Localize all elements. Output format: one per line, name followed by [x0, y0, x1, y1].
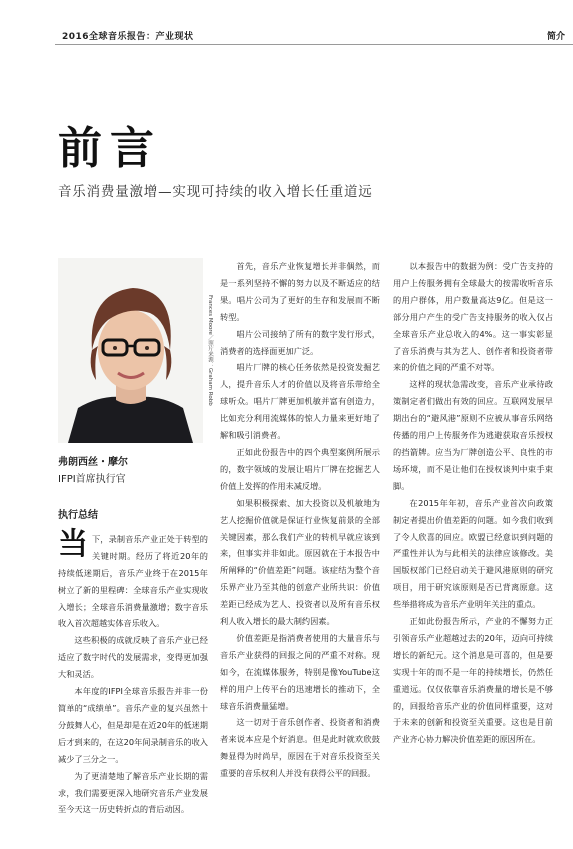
- person-role: IFPI首席执行官: [58, 474, 126, 485]
- page-header: [0, 0, 573, 46]
- paragraph: 这样的现状急需改变，音乐产业承待政策制定者们做出有效的回应。互联网发展早期出台的“避风港”原则不应被从事音乐网络传播的用户上传服务作为逃避获取音乐授权的挡箭牌。应当为厂牌创造公平、良性的市场环境，而不是让他们在授权谈判中束手束脚。: [393, 379, 553, 491]
- paragraph: 价值差距是指消费者使用的大量音乐与音乐产业获得的回报之间的严重不对称。现如今，在流媒体服务，特别是像YouTube这样的用户上传平台的迅速增长的推动下，全球音乐消费量猛增。: [220, 632, 380, 711]
- running-title: 2016全球音乐报告：产业现状: [62, 32, 194, 42]
- paragraph: 以本报告中的数据为例：受广告支持的用户上传服务拥有全球最大的按需收听音乐的用户群体，用户数量高达9亿。但是这一部分用户产生的受广告支持服务的收入仅占全球音乐产业总收入的4%。这一事实彰显了音乐消费与其为艺人、创作者和投资者带来的价值之间的严重不对等。: [393, 261, 553, 373]
- paragraph: 唱片厂牌的核心任务依然是投资发掘艺人，提升音乐人才的价值以及将音乐带给全球听众。唱片厂牌更加机敏并富有创造力，比如充分利用流媒体的惊人力量来更好地了解和吸引消费者。: [220, 362, 380, 441]
- paragraph: 为了更清楚地了解音乐产业长期的需求，我们需要更深入地研究音乐产业发展至今天这一历史转折点的背后动因。: [58, 770, 208, 815]
- paragraph: 首先，音乐产业恢复增长并非偶然，而是一系列坚持不懈的努力以及不断适应的结果。唱片公司为了更好的生存和发展而不断转型。: [220, 261, 380, 322]
- paragraph: 这一切对于音乐创作者、投资者和消费者来说本应是个好消息。但是此时就欢欣鼓舞显得为时尚早，原因在于对音乐投资至关重要的音乐权利人并没有获得公平的回报。: [220, 717, 380, 779]
- header-rule: [55, 44, 573, 45]
- person-name: 弗朗西丝・摩尔: [58, 457, 128, 468]
- page-subtitle: 音乐消费量激增—实现可持续的收入增长任重道远: [58, 184, 373, 200]
- paragraph: 正如此份报告中的四个典型案例所展示的，数字领域的发展让唱片厂牌在挖掘艺人价值上发挥的作用未减反增。: [220, 446, 380, 491]
- paragraph: 这些积极的成就反映了音乐产业已经适应了数字时代的发展需求，变得更加强大和灵活。: [58, 635, 208, 680]
- paragraph: 本年度的IFPI全球音乐报告并非一份简单的“成绩单”。音乐产业的复兴虽然十分鼓舞人心，但是却是在近20年的低迷期后才到来的，在这20年间录制音乐的收入减少了三分之一。: [58, 686, 208, 764]
- column-1: [58, 508, 208, 818]
- paragraph: 如果积极探索、加大投资以及机敏地为艺人挖掘价值就是保证行业恢复前景的全部关键因素，那么我们产业的转机早就应该到来，但事实并非如此。原因就在于本报告中所阐释的“价值差距”问题。该症结为整个音乐界产业乃至其他的创意产业所共识：价值差距已经成为艺人、投资者以及所有音乐权利人收入增长的最大制约因素。: [220, 497, 380, 627]
- paragraph: 当下，录制音乐产业正处于转型的关键时期。经历了将近20年的持续低迷期后，音乐产业终于在2015年树立了新的里程碑：全球音乐产业实现收入增长；全球音乐消费量激增；数字音乐收入首次超越实体音乐收入。: [58, 526, 208, 629]
- section-label: 简介: [546, 32, 565, 42]
- paragraph: 唱片公司接纳了所有的数字发行形式，消费者的选择面更加广泛。: [220, 328, 380, 356]
- page-title: 前言: [58, 123, 162, 174]
- portrait-photo: [58, 258, 203, 443]
- paragraph: 正如此份报告所示，产业的不懈努力正引领音乐产业超越过去的20年，迈向可持续增长的新纪元。这个消息是可喜的，但是要实现十年的而不是一年的持续增长，仍然任重道远。仅仅依靠音乐消费量的增长是不够的，回报给音乐产业的价值同样重要，这对于未来的创新和投资至关重要。这也是目前产业齐心协力解决价值差距的原因所在。: [393, 616, 553, 745]
- drop-cap: 当: [58, 526, 88, 562]
- photo-credit: Frances Moore／照片来源：Graham Robb: [207, 295, 213, 406]
- paragraph: 在2015年年初，音乐产业首次向政策制定者提出价值差距的问题。如今我们收到了令人欣喜的回应。欧盟已经意识到问题的严重性并认为与此相关的法律应该修改。美国版权部门已经启动关于避风港原则的研究项目，用于研究该原则是否已背离原意。这些举措将成为音乐产业明年关注的重点。: [393, 497, 553, 610]
- column-3: [393, 258, 553, 748]
- portrait-illustration: [58, 258, 203, 443]
- section-heading: 执行总结: [58, 510, 98, 521]
- column-2: [220, 258, 380, 782]
